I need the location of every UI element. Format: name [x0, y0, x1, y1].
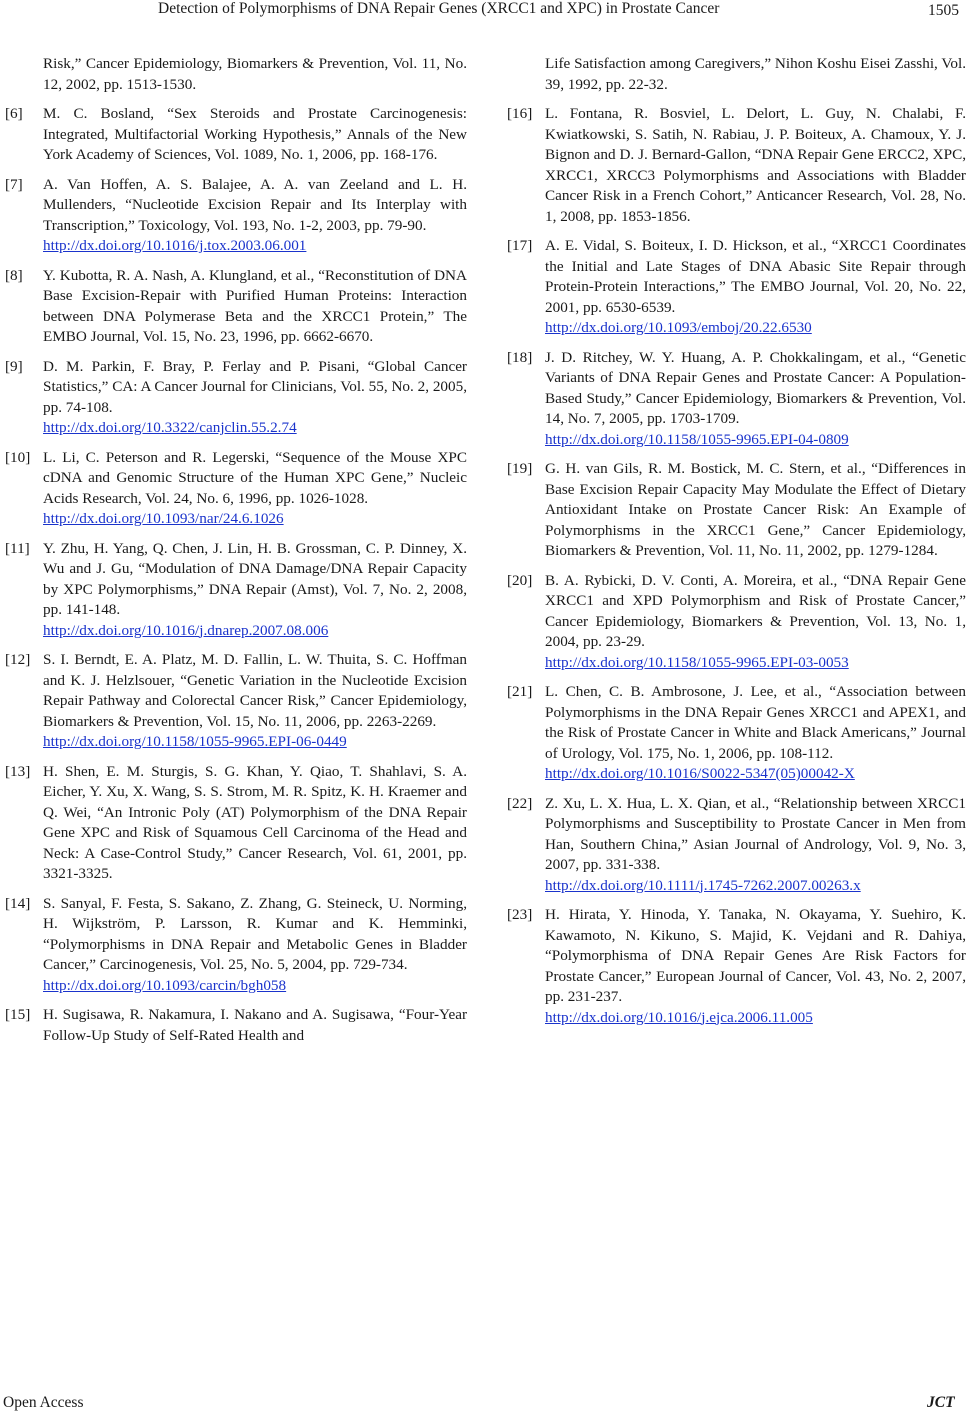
doi-link[interactable]: http://dx.doi.org/10.3322/canjclin.55.2.74 [43, 419, 297, 436]
doi-link[interactable]: http://dx.doi.org/10.1111/j.1745-7262.2007.00263.x [545, 876, 861, 894]
reference-number: [6] [5, 105, 23, 122]
reference-text: Y. Kubotta, R. A. Nash, A. Klungland, et al., “Reconstitution of DNA Base Excision-Repair with Purified Human Proteins: Interaction between DNA Polymerase Beta and the XRCC1 Protein,” The EMBO Journal, Vol. 15, No. 23, 1996, pp. 6662-6670. [43, 266, 467, 345]
reference-number: [21] [507, 683, 533, 700]
reference-text: Y. Zhu, H. Yang, Q. Chen, J. Lin, H. B. Grossman, C. P. Dinney, X. Wu and J. Gu, “Modulation of DNA Damage/DNA Repair Capacity by XPC Polymorphisms,” DNA Repair (Amst), Vol. 7, No. 2, 2008, pp. 141-148. [43, 539, 467, 618]
doi-link[interactable]: http://dx.doi.org/10.1016/S0022-5347(05)00042-X [545, 765, 855, 782]
reference-number: [23] [507, 906, 533, 923]
reference-entry [5, 357, 467, 439]
reference-number: [10] [5, 448, 31, 466]
reference-text: A. Van Hoffen, A. S. Balajee, A. A. van Zeeland and L. H. Mullenders, “Nucleotide Excision Repair and Its Interplay with Transcription,” Toxicology, Vol. 193, No. 1-2, 2003, pp. 79-90. [43, 175, 467, 234]
reference-entry [507, 905, 966, 1028]
reference-number: [7] [5, 175, 23, 193]
reference-number: [13] [5, 762, 31, 780]
reference-text: M. C. Bosland, “Sex Steroids and Prostate Carcinogenesis: Integrated, Multifactorial Working Hypothesis,” Annals of the New York Academy of Sciences, Vol. 1089, No. 1, 2006, pp. 168-176. [43, 105, 467, 163]
reference-text: G. H. van Gils, R. M. Bostick, M. C. Stern, et al., “Differences in Base Excision Repair Capacity May Modulate the Effect of Dietary Antioxidant Intake on Prostate Cancer Risk: An Example of Polymorphisms in the XRCC1 Gene,” Cancer Epidemiology, Biomarkers & Prevention, Vol. 11, No. 11, 2002, pp. 1279-1284. [545, 460, 966, 559]
reference-entry [507, 236, 966, 339]
reference-number: [17] [507, 237, 533, 254]
reference-number: [8] [5, 266, 23, 284]
reference-number: [15] [5, 1006, 31, 1023]
reference-entry [507, 54, 966, 95]
reference-text: Z. Xu, L. X. Hua, L. X. Qian, et al., “Relationship between XRCC1 Polymorphisms and Susceptibility to Prostate Cancer in Men from Han, Southern China,” Asian Journal of Andrology, Vol. 9, No. 3, 2007, pp. 331-338. [545, 794, 966, 873]
doi-link[interactable]: http://dx.doi.org/10.1158/1055-9965.EPI-06-0449 [43, 733, 347, 750]
doi-link[interactable]: http://dx.doi.org/10.1016/j.dnarep.2007.08.006 [43, 621, 329, 639]
reference-text: L. Li, C. Peterson and R. Legerski, “Sequence of the Mouse XPC cDNA and Genomic Structure of the Human XPC Gene,” Nucleic Acids Research, Vol. 24, No. 6, 1996, pp. 1026-1028. [43, 448, 467, 507]
reference-entry [507, 348, 966, 451]
reference-number: [19] [507, 460, 533, 477]
reference-text: Risk,” Cancer Epidemiology, Biomarkers & Prevention, Vol. 11, No. 12, 2002, pp. 1513-1530. [43, 55, 467, 93]
reference-text: J. D. Ritchey, W. Y. Huang, A. P. Chokkalingam, et al., “Genetic Variants of DNA Repair Genes and Prostate Cancer: A Population-Based Study,” Cancer Epidemiology, Biomarkers & Prevention, Vol. 14, No. 7, 2005, pp. 1703-1709. [545, 348, 966, 427]
running-title: Detection of Polymorphisms of DNA Repair Genes (XRCC1 and XPC) in Prostate Cancer [158, 0, 720, 17]
reference-entry [507, 104, 966, 227]
reference-entry [5, 266, 467, 348]
doi-link[interactable]: http://dx.doi.org/10.1158/1055-9965.EPI-03-0053 [545, 653, 849, 671]
reference-entry [5, 650, 467, 753]
open-access-label: Open Access [3, 1394, 84, 1411]
doi-link[interactable]: http://dx.doi.org/10.1016/j.tox.2003.06.001 [43, 237, 307, 254]
reference-entry [5, 539, 467, 642]
page-header [0, 0, 968, 24]
reference-number: [14] [5, 894, 31, 912]
left-column [5, 54, 467, 1055]
doi-link[interactable]: http://dx.doi.org/10.1093/nar/24.6.1026 [43, 510, 284, 527]
reference-number: [16] [507, 105, 533, 122]
reference-number: [9] [5, 357, 23, 375]
reference-entry [5, 448, 467, 530]
reference-text: A. E. Vidal, S. Boiteux, I. D. Hickson, et al., “XRCC1 Coordinates the Initial and Late Stages of DNA Abasic Site Repair through Protein-Protein Interactions,” The EMBO Journal, Vol. 20, No. 22, 2001, pp. 6530-6539. [545, 237, 966, 316]
reference-number: [18] [507, 348, 533, 366]
journal-abbrev: JCT [927, 1394, 955, 1411]
reference-number: [12] [5, 651, 31, 668]
reference-text: S. I. Berndt, E. A. Platz, M. D. Fallin, L. W. Thuita, S. C. Hoffman and K. J. Helzlsouer, “Genetic Variation in the Nucleotide Excision Repair Pathway and Colorectal Cancer Risk,” Cancer Epidemiology, Biomarkers & Prevention, Vol. 15, No. 11, 2006, pp. 2263-2269. [43, 651, 467, 730]
reference-number: [20] [507, 571, 533, 589]
reference-entry [5, 175, 467, 257]
reference-text: S. Sanyal, F. Festa, S. Sakano, Z. Zhang, G. Steineck, U. Norming, H. Wijkström, P. Larsson, R. Kumar and K. Hemminki, “Polymorphisms in DNA Repair and Metabolic Genes in Bladder Cancer,” Carcinogenesis, Vol. 25, No. 5, 2004, pp. 729-734. [43, 894, 467, 973]
doi-link[interactable]: http://dx.doi.org/10.1093/carcin/bgh058 [43, 976, 287, 994]
reference-entry [507, 794, 966, 897]
reference-entry [507, 682, 966, 785]
reference-text: D. M. Parkin, F. Bray, P. Ferlay and P. Pisani, “Global Cancer Statistics,” CA: A Cancer Journal for Clinicians, Vol. 55, No. 2, 2005, pp. 74-108. [43, 357, 467, 416]
reference-number: [11] [5, 539, 30, 557]
reference-text: L. Chen, C. B. Ambrosone, J. Lee, et al., “Association between Polymorphisms in the DNA Repair Genes XRCC1 and APEX1, and the Risk of Prostate Cancer in White and Black Americans,” Journal of Urology, Vol. 175, No. 1, 2006, pp. 108-112. [545, 683, 966, 762]
reference-text: H. Hirata, Y. Hinoda, Y. Tanaka, N. Okayama, Y. Suehiro, K. Kawamoto, N. Kikuno, S. Majid, K. Vejdani and R. Dahiya, “Polymorphisma of DNA Repair Genes Are Risk Factors for Prostate Cancer,” European Journal of Cancer, Vol. 43, No. 2, 2007, pp. 231-237. [545, 906, 966, 1005]
reference-entry [507, 459, 966, 562]
page-number: 1505 [928, 2, 959, 19]
reference-number: [22] [507, 794, 533, 812]
reference-entry [5, 762, 467, 885]
doi-link[interactable]: http://dx.doi.org/10.1093/emboj/20.22.6530 [545, 319, 812, 336]
right-column [507, 54, 966, 1037]
reference-text: H. Shen, E. M. Sturgis, S. G. Khan, Y. Qiao, T. Shahlavi, S. A. Eicher, Y. Xu, X. Wang, S. S. Strom, M. R. Spitz, K. H. Kraemer and Q. Wei, “An Intronic Poly (AT) Polymorphism of the DNA Repair Gene XPC and Risk of Squamous Cell Carcinoma of the Head and Neck: A Case-Control Study,” Cancer Research, Vol. 61, 2001, pp. 3321-3325. [43, 762, 467, 882]
reference-text: B. A. Rybicki, D. V. Conti, A. Moreira, et al., “DNA Repair Gene XRCC1 and XPD Polymorphism and Risk of Prostate Cancer,” Cancer Epidemiology, Biomarkers & Prevention, Vol. 13, No. 1, 2004, pp. 23-29. [545, 571, 966, 650]
reference-text: H. Sugisawa, R. Nakamura, I. Nakano and A. Sugisawa, “Four-Year Follow-Up Study of Self-Rated Health and [43, 1006, 467, 1044]
reference-entry [5, 894, 467, 997]
reference-text: Life Satisfaction among Caregivers,” Nihon Koshu Eisei Zasshi, Vol. 39, 1992, pp. 22-32. [545, 55, 966, 93]
doi-link[interactable]: http://dx.doi.org/10.1016/j.ejca.2006.11.005 [545, 1008, 813, 1026]
reference-entry [5, 1005, 467, 1046]
doi-link[interactable]: http://dx.doi.org/10.1158/1055-9965.EPI-04-0809 [545, 430, 849, 448]
reference-text: L. Fontana, R. Bosviel, L. Delort, L. Guy, N. Chalabi, F. Kwiatkowski, S. Satih, N. Rabiau, J. P. Boiteux, A. Chamoux, Y. J. Bignon and D. J. Bernard-Gallon, “DNA Repair Gene ERCC2, XPC, XRCC1, XRCC3 Polymorphisms and Associations with Bladder Cancer Risk in a French Cohort,” Anticancer Research, Vol. 28, No. 1, 2008, pp. 1853-1856. [545, 105, 966, 225]
reference-entry [5, 104, 467, 166]
reference-entry [5, 54, 467, 95]
reference-entry [507, 571, 966, 674]
